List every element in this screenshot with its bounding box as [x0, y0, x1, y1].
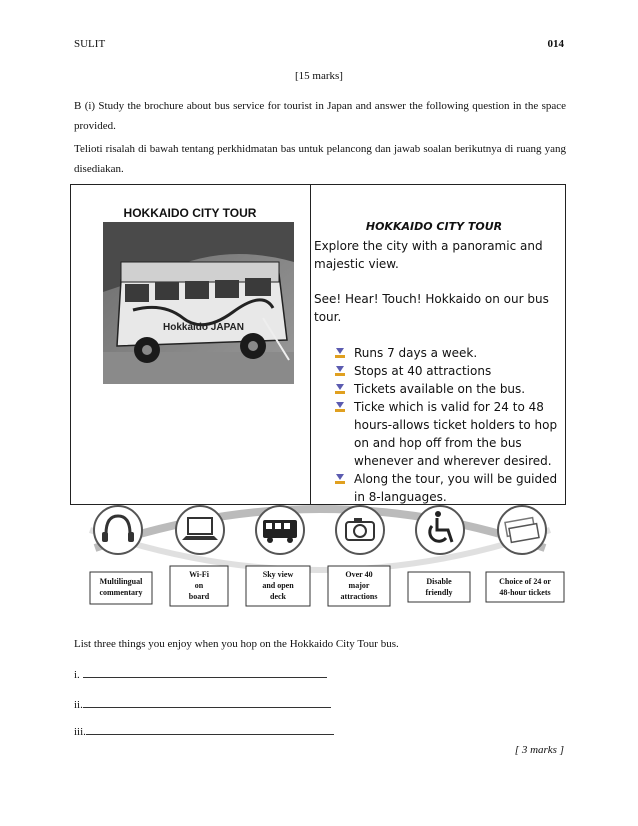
- bullet-text: Stops at 40 attractions: [354, 364, 492, 378]
- bullet-text: Tickets available on the bus.: [354, 382, 526, 396]
- brochure-divider: [310, 184, 311, 505]
- list-item: [332, 344, 564, 362]
- feature-label-line: major: [348, 581, 370, 590]
- camera-icon: [336, 506, 384, 554]
- wheelchair-icon: [416, 506, 464, 554]
- instruction-english: B (i) Study the brochure about bus service for tourist in Japan and answer the following question in the space provided.: [74, 100, 566, 132]
- bullet-text: Runs 7 days a week.: [354, 346, 478, 360]
- bus-icon: [256, 506, 304, 554]
- bus-livery-text: Hokkaido JAPAN: [163, 322, 244, 333]
- brochure-right-title: HOKKAIDO CITY TOUR: [365, 220, 503, 233]
- answer-number: ii.: [74, 699, 83, 711]
- list-item: [332, 380, 564, 398]
- feature-label-line: 48-hour tickets: [499, 588, 551, 597]
- answer-number: iii.: [74, 726, 86, 738]
- answer-blank[interactable]: [83, 697, 331, 708]
- feature-label-line: commentary: [99, 588, 143, 597]
- feature-label-line: attractions: [340, 592, 378, 601]
- header-left: SULIT: [74, 38, 106, 50]
- answer-blank[interactable]: [83, 667, 327, 678]
- feature-label-line: Over 40: [345, 570, 373, 579]
- answer-line-1[interactable]: [74, 667, 336, 681]
- bullet-text: Along the tour, you will be guided in 8-languages.: [354, 472, 558, 504]
- question-marks: [ 3 marks ]: [514, 744, 564, 756]
- arrow-bullet-icon: [334, 401, 346, 413]
- answer-line-3[interactable]: [74, 724, 336, 738]
- feature-label-line: board: [188, 592, 210, 601]
- answer-line-2[interactable]: [74, 697, 336, 711]
- feature-label-line: deck: [270, 592, 286, 601]
- feature-label-line: Disable: [426, 577, 452, 586]
- arrow-bullet-icon: [334, 365, 346, 377]
- header-page-code: 014: [547, 38, 564, 50]
- laptop-icon: [176, 506, 224, 554]
- feature-label-line: Wi-Fi: [189, 570, 209, 579]
- ticket-icon: [498, 506, 546, 554]
- question-text: List three things you enjoy when you hop on the Hokkaido City Tour bus.: [74, 638, 399, 650]
- headphones-icon: [94, 506, 142, 554]
- list-item: [332, 398, 564, 470]
- arrow-bullet-icon: [334, 347, 346, 359]
- brochure-bullet-list: [332, 344, 564, 506]
- feature-label-line: and open: [262, 581, 294, 590]
- feature-icon-strip: [70, 500, 570, 615]
- feature-label-line: friendly: [425, 588, 453, 597]
- list-item: [332, 362, 564, 380]
- arrow-bullet-icon: [334, 473, 346, 485]
- brochure-left-title: HOKKAIDO CITY TOUR: [123, 206, 257, 220]
- answer-number: i.: [74, 669, 83, 681]
- bus-photo: [103, 222, 294, 384]
- brochure-slogan: See! Hear! Touch! Hokkaido on our bus tour.: [314, 292, 549, 324]
- answer-blank[interactable]: [86, 724, 334, 735]
- section-marks: [15 marks]: [295, 70, 343, 82]
- feature-label-line: Multilingual: [99, 577, 143, 586]
- feature-label-line: Sky view: [262, 570, 294, 579]
- arrow-bullet-icon: [334, 383, 346, 395]
- instruction-malay: Telioti risalah di bawah tentang perkhidmatan bas untuk pelancong dan jawab soalan berikutnya di ruang yang disediakan.: [74, 143, 566, 175]
- brochure-tagline: Explore the city with a panoramic and majestic view.: [314, 239, 543, 271]
- bullet-text: Ticke which is valid for 24 to 48 hours-allows ticket holders to hop on and hop off from the bus whenever and wherever desired.: [354, 400, 558, 468]
- feature-label-line: Choice of 24 or: [499, 577, 551, 586]
- feature-label-line: on: [194, 581, 204, 590]
